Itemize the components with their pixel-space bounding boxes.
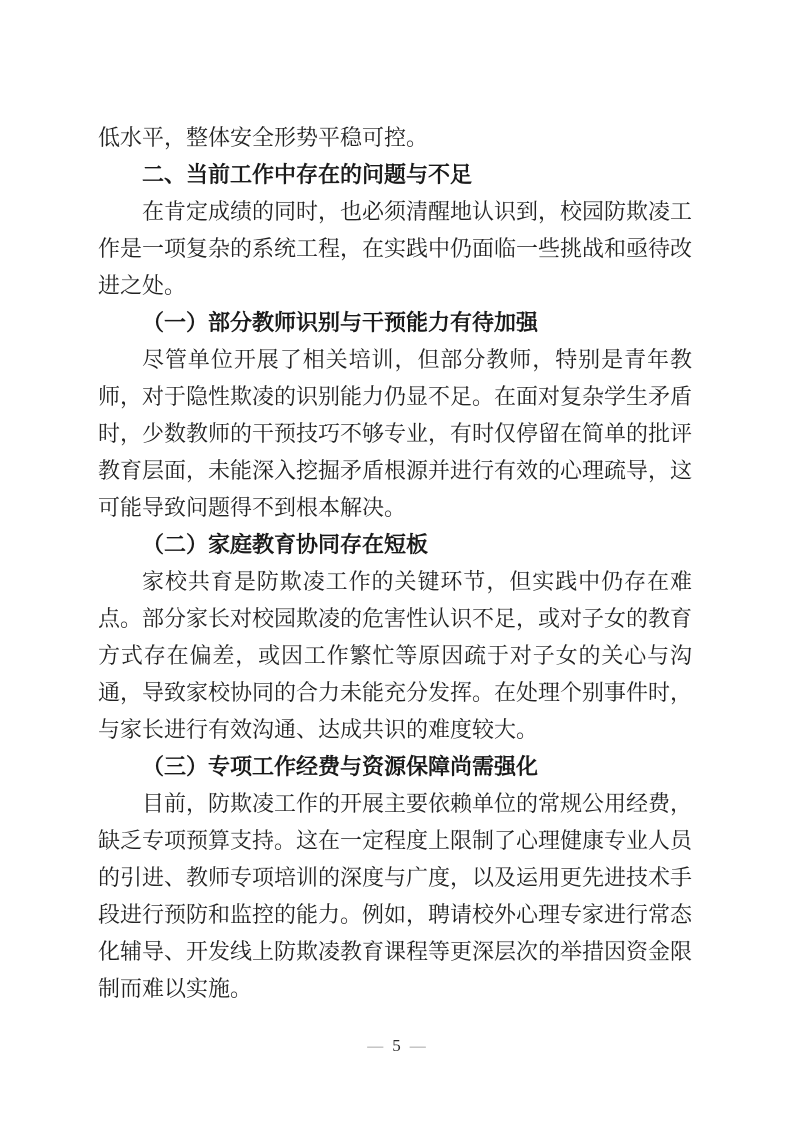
page-number: 5 bbox=[392, 1036, 401, 1055]
page-number-footer bbox=[0, 1036, 793, 1057]
paragraph-funding-resources: 目前，防欺凌工作的开展主要依赖单位的常规公用经费，缺乏专项预算支持。这在一定程度上限制了心理健康专业人员的引进、教师专项培训的深度与广度，以及运用更先进技术手段进行预防和监控的能力。例如，聘请校外心理专家进行常态化辅导、开发线上防欺凌教育课程等更深层次的举措因资金限制而难以实施。 bbox=[98, 791, 693, 1001]
paragraph-family-education: 家校共育是防欺凌工作的关键环节，但实践中仍存在难点。部分家长对校园欺凌的危害性认识不足，或对子女的教育方式存在偏差，或因工作繁忙等原因疏于对子女的关心与沟通，导致家校协同的合力未能充分发挥。在处理个别事件时，与家长进行有效沟通、达成共识的难度较大。 bbox=[98, 569, 693, 742]
document-content bbox=[98, 119, 692, 1007]
subsection-heading-3: （三）专项工作经费与资源保障尚需强化 bbox=[142, 754, 539, 779]
section-heading-2: 二、当前工作中存在的问题与不足 bbox=[142, 162, 473, 187]
paragraph-teacher-capability: 尽管单位开展了相关培训，但部分教师，特别是青年教师，对于隐性欺凌的识别能力仍显不足。在面对复杂学生矛盾时，少数教师的干预技巧不够专业，有时仅停留在简单的批评教育层面，未能深入挖掘矛盾根源并进行有效的心理疏导，这可能导致问题得不到根本解决。 bbox=[98, 347, 693, 520]
paragraph-intro: 在肯定成绩的同时，也必须清醒地认识到，校园防欺凌工作是一项复杂的系统工程，在实践中仍面临一些挑战和亟待改进之处。 bbox=[98, 199, 693, 298]
body-continuation-line: 低水平，整体安全形势平稳可控。 bbox=[98, 125, 429, 150]
footer-left-dash: — bbox=[367, 1038, 384, 1055]
subsection-heading-1: （一）部分教师识别与干预能力有待加强 bbox=[142, 310, 539, 335]
footer-right-dash: — bbox=[409, 1038, 426, 1055]
subsection-heading-2: （二）家庭教育协同存在短板 bbox=[142, 532, 429, 557]
